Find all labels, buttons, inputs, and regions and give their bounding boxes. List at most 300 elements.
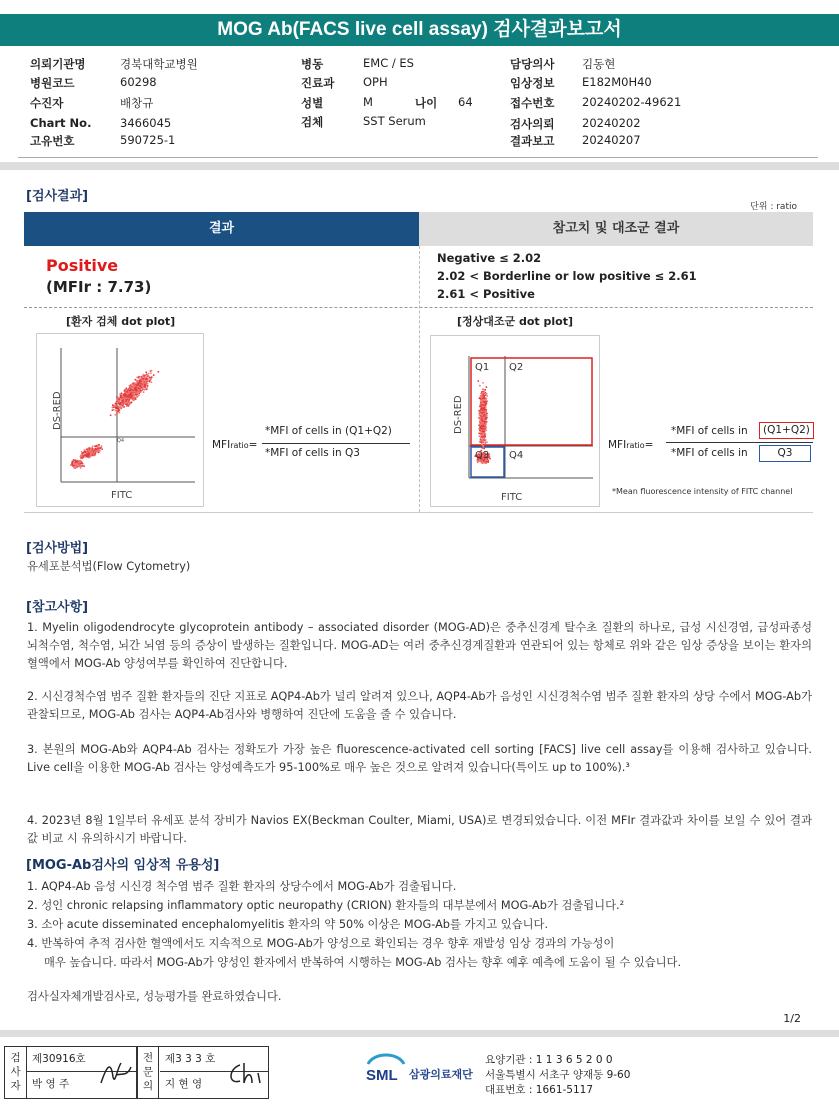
- dot: [89, 456, 91, 458]
- dot: [132, 393, 134, 395]
- dot: [110, 414, 112, 416]
- dot: [129, 391, 131, 393]
- dot: [78, 462, 80, 464]
- dot: [478, 417, 480, 419]
- dot: [126, 387, 128, 389]
- dot: [80, 460, 82, 462]
- dot: [92, 445, 94, 447]
- info-label: Chart No.: [30, 116, 92, 130]
- dot: [145, 378, 147, 380]
- dot: [90, 453, 92, 455]
- dot: [477, 380, 479, 382]
- dot: [84, 449, 86, 451]
- dot: [135, 387, 137, 389]
- dot: [128, 399, 130, 401]
- dot: [83, 455, 85, 457]
- dot: [151, 370, 153, 372]
- phone: 대표번호 : 1661-5117: [485, 1084, 594, 1096]
- dot: [480, 413, 482, 415]
- divider: [24, 512, 813, 513]
- info-value: EMC / ES: [363, 56, 414, 70]
- dot: [482, 399, 484, 401]
- dot: [116, 409, 118, 411]
- dot: [128, 405, 130, 407]
- dot: [115, 410, 117, 412]
- control-dot-plot-svg: [431, 336, 599, 506]
- dot: [84, 454, 86, 456]
- utility-item: 2. 성인 chronic relapsing inflammatory optic neuropathy (CRION) 환자들의 대부분에서 MOG-Ab가 검출됩니다.²: [27, 899, 625, 912]
- info-value: 60298: [120, 75, 157, 89]
- dot: [483, 433, 485, 435]
- dot: [120, 396, 122, 398]
- mfi-numerator: *MFI of cells in: [671, 425, 748, 437]
- dot: [117, 407, 119, 409]
- dot: [481, 402, 483, 404]
- info-value: 배창규: [120, 96, 154, 110]
- info-label: 결과보고: [510, 134, 555, 148]
- note-item: 2. 시신경척수염 범주 질환 환자들의 진단 지표로 AQP4-Ab가 널리 알려져 있으나, AQP4-Ab가 음성인 시신경척수염 범주 질환 환자의 상당 수에서 MOG-Ab가 관찰되므로, MOG-Ab 검사는 AQP4-Ab검사와 병행하여 진단에 도움을 줄 수 있습니다.: [27, 690, 812, 721]
- dot: [122, 394, 124, 396]
- dot: [72, 465, 74, 467]
- dot: [118, 403, 120, 405]
- mfi-ratio-formula: [212, 439, 257, 451]
- dot: [481, 425, 483, 427]
- q1q2-box: (Q1+Q2): [759, 422, 814, 439]
- mfi-denominator: *MFI of cells in Q3: [265, 447, 360, 459]
- info-value: SST Serum: [363, 114, 426, 128]
- quadrant-label: Q3: [475, 450, 490, 461]
- dot: [482, 404, 484, 406]
- reference-range: 2.61 < Positive: [437, 287, 535, 301]
- dot: [482, 442, 484, 444]
- dot: [481, 462, 483, 464]
- utility-item: 1. AQP4-Ab 음성 시신경 척수염 범주 질환 환자의 상당수에서 MOG-Ab가 검출됩니다.: [27, 880, 457, 893]
- dot: [482, 382, 484, 384]
- dot: [129, 396, 131, 398]
- y-axis-label: DS-RED: [453, 395, 464, 434]
- info-value: OPH: [363, 75, 388, 89]
- specialist-label-text: 전문의: [143, 1052, 154, 1092]
- mfi-label: MFI: [212, 439, 231, 451]
- dot: [121, 392, 123, 394]
- dot: [73, 467, 75, 469]
- dot: [90, 447, 92, 449]
- dot: [150, 372, 152, 374]
- signature-box: [4, 1046, 269, 1099]
- dot: [131, 391, 133, 393]
- dot: [86, 452, 88, 454]
- org-name: 삼광의료재단: [409, 1068, 473, 1081]
- info-label: 수진자: [30, 96, 64, 110]
- dot: [483, 395, 485, 397]
- result-table: [24, 212, 813, 512]
- dot: [480, 440, 482, 442]
- patient-plot-title: [환자 검체 dot plot]: [66, 315, 176, 328]
- dot: [114, 414, 116, 416]
- dot: [147, 383, 149, 385]
- dot: [121, 407, 123, 409]
- dot: [478, 432, 480, 434]
- sml-logo: [364, 1050, 404, 1090]
- dot: [484, 389, 486, 391]
- dot: [483, 419, 485, 421]
- dot: [98, 444, 100, 446]
- dot: [143, 391, 145, 393]
- dot: [480, 418, 482, 420]
- dot: [136, 376, 138, 378]
- dot: [480, 421, 482, 423]
- mfi-ratio-formula: [608, 439, 653, 451]
- utility-item: 4. 반복하여 추적 검사한 혈액에서도 지속적으로 MOG-Ab가 양성으로 확인되는 경우 향후 재발성 임상 경과의 가능성이: [27, 937, 615, 950]
- dot: [113, 409, 115, 411]
- dot: [481, 428, 483, 430]
- dot: [118, 398, 120, 400]
- dot: [482, 440, 484, 442]
- reference-range: 2.02 < Borderline or low positive ≤ 2.61: [437, 269, 697, 283]
- dot: [93, 454, 95, 456]
- dot: [132, 384, 134, 386]
- info-value: M: [363, 95, 373, 109]
- page-number: 1/2: [783, 1012, 801, 1025]
- dot: [142, 378, 144, 380]
- mfi-sub: ratio: [230, 441, 249, 450]
- dot: [115, 406, 117, 408]
- fraction-line: [666, 442, 813, 443]
- dot: [143, 375, 145, 377]
- dot: [130, 393, 132, 395]
- dot: [137, 382, 139, 384]
- dot: [86, 449, 88, 451]
- quadrant-label: Q1: [475, 362, 490, 373]
- x-axis-label: FITC: [501, 492, 523, 503]
- dot: [75, 466, 77, 468]
- dot: [138, 376, 140, 378]
- divider: [0, 1030, 839, 1037]
- dot: [145, 383, 147, 385]
- dot: [133, 396, 135, 398]
- dot: [79, 464, 81, 466]
- dot: [139, 383, 141, 385]
- info-value: 20240202: [582, 116, 641, 130]
- control-dot-plot: [430, 335, 600, 507]
- q3-box: Q3: [759, 445, 811, 462]
- dot: [483, 415, 485, 417]
- patient-info: [28, 56, 808, 151]
- dot: [486, 413, 488, 415]
- dot: [481, 410, 483, 412]
- dot: [130, 387, 132, 389]
- dot: [128, 394, 130, 396]
- dot: [115, 404, 117, 406]
- tester-label-text: 검사자: [10, 1052, 21, 1092]
- dot: [480, 432, 482, 434]
- dot: [96, 445, 98, 447]
- dot: [128, 393, 130, 395]
- dot: [136, 390, 138, 392]
- info-value: 경북대학교병원: [120, 57, 198, 71]
- specialist-info: [160, 1047, 268, 1098]
- dot: [81, 463, 83, 465]
- info-label: 검체: [301, 115, 324, 129]
- dot: [149, 378, 151, 380]
- mfi-eq: =: [644, 439, 654, 451]
- info-label: 나이: [415, 96, 438, 110]
- dot: [71, 463, 73, 465]
- dot: [157, 371, 159, 373]
- specialist-license: 제3 3 3 호: [160, 1047, 268, 1072]
- dot: [483, 422, 485, 424]
- dot: [484, 442, 486, 444]
- dot: [83, 451, 85, 453]
- info-label: 병동: [301, 57, 324, 71]
- logo-text: SML: [366, 1067, 398, 1084]
- dot: [482, 445, 484, 447]
- info-label: 진료과: [301, 76, 335, 90]
- divider: [18, 157, 818, 158]
- dot: [138, 392, 140, 394]
- dot: [149, 380, 151, 382]
- dot: [122, 405, 124, 407]
- dot: [480, 424, 482, 426]
- quadrant-label: Q2: [509, 362, 524, 373]
- mfi-label: MFI: [608, 439, 627, 451]
- mfi-denominator: *MFI of cells in: [671, 447, 748, 459]
- info-label: 검사의뢰: [510, 117, 555, 131]
- notes-title: [참고사항]: [26, 600, 89, 615]
- dot: [120, 402, 122, 404]
- dot: [95, 453, 97, 455]
- dot: [486, 398, 488, 400]
- control-plot-title: [정상대조군 dot plot]: [457, 315, 573, 328]
- dot: [148, 375, 150, 377]
- dot: [75, 461, 77, 463]
- dot: [125, 400, 127, 402]
- mfir-value: (MFIr : 7.73): [46, 278, 152, 296]
- dot: [135, 394, 137, 396]
- dot: [89, 451, 91, 453]
- dot: [83, 465, 85, 467]
- address: 서울특별시 서초구 양재동 9-60: [485, 1069, 631, 1081]
- dot: [124, 397, 126, 399]
- dot: [125, 402, 127, 404]
- dot: [77, 461, 79, 463]
- dot: [481, 395, 483, 397]
- dot: [485, 439, 487, 441]
- dot: [87, 455, 89, 457]
- note-item: 1. Myelin oligodendrocyte glycoprotein antibody – associated disorder (MOG-AD)은 중추신경계 탈수초 질환의 하나로, 급성 시신경염, 급성파종성 뇌척수염, 척수염, 뇌간 뇌염 등의 증상이 발생하는 질환입니다. MOG-AD는 여러 중추신경계질환과 연관되어 있는 항체로 위와 같은 임상 증상을 보이는 환자의 혈액에서 MOG-Ab 양성여부를 확인하여 진단합니다.: [27, 621, 813, 670]
- info-label: 병원코드: [30, 76, 75, 90]
- info-value: 64: [458, 95, 473, 109]
- dot: [71, 461, 73, 463]
- utility-item: 3. 소아 acute disseminated encephalomyelitis 환자의 약 50% 이상은 MOG-Ab를 가지고 있습니다.: [27, 918, 549, 931]
- dot: [485, 407, 487, 409]
- info-value: 20240202-49621: [582, 95, 682, 109]
- dot: [484, 409, 486, 411]
- dot: [484, 426, 486, 428]
- dot: [486, 441, 488, 443]
- info-value: 20240207: [582, 133, 641, 147]
- dot: [81, 453, 83, 455]
- dot: [82, 456, 84, 458]
- tester-name: 박 영 주: [32, 1078, 70, 1090]
- dot: [147, 380, 149, 382]
- mfi-numerator: *MFI of cells in (Q1+Q2): [265, 425, 392, 437]
- validation-note: 검사실자체개발검사로, 성능평가를 완료하였습니다.: [27, 990, 282, 1003]
- dot: [135, 383, 137, 385]
- note-item: 4. 2023년 8월 1일부터 유세포 분석 장비가 Navios EX(Beckman Coulter, Miami, USA)로 변경되었습니다. 이전 MFIr 결과값과 차이를 보일 수 있어 결과값 비교 시 유의하시기 바랍니다.: [27, 814, 812, 845]
- dot: [140, 376, 142, 378]
- report-title: MOG Ab(FACS live cell assay) 검사결과보고서: [0, 14, 839, 46]
- note-item: 3. 본원의 MOG-Ab와 AQP4-Ab 검사는 정확도가 가장 높은 fluorescence-activated cell sorting [FACS] live cell assay를 이용해 검사하고 있습니다. Live cell을 이용한 MOG-Ab 검사는 양성예측도가 95-100%로 매우 높은 것으로 알려져 있습니다(특이도 up to 100%).³: [27, 743, 812, 774]
- dot: [116, 396, 118, 398]
- dot: [479, 435, 481, 437]
- sml-logo-icon: [364, 1050, 408, 1090]
- dot: [134, 394, 136, 396]
- mfi-sub: ratio: [626, 441, 645, 450]
- method-text: 유세포분석법(Flow Cytometry): [27, 560, 191, 573]
- dot: [101, 448, 103, 450]
- dot: [479, 385, 481, 387]
- patient-dots: [70, 370, 159, 469]
- dot: [484, 462, 486, 464]
- divider: [419, 246, 420, 512]
- dot: [139, 378, 141, 380]
- dot: [148, 373, 150, 375]
- dot: [143, 389, 145, 391]
- dot: [479, 410, 481, 412]
- specialist-signature: [226, 1059, 266, 1089]
- info-label: 의뢰기관명: [30, 57, 86, 71]
- dot: [486, 416, 488, 418]
- info-value: E182M0H40: [582, 75, 652, 89]
- reference-range: Negative ≤ 2.02: [437, 251, 542, 265]
- dot: [129, 388, 131, 390]
- info-value: 590725-1: [120, 133, 176, 147]
- dot: [479, 430, 481, 432]
- dot: [482, 392, 484, 394]
- dot: [480, 434, 482, 436]
- dot: [482, 435, 484, 437]
- result-value: Positive: [46, 256, 119, 275]
- info-value: 3466045: [120, 116, 172, 130]
- dot: [142, 381, 144, 383]
- dot: [485, 429, 487, 431]
- info-value: 김동현: [582, 57, 616, 71]
- divider: [24, 307, 813, 308]
- dot: [481, 443, 483, 445]
- dot: [134, 379, 136, 381]
- dot: [138, 389, 140, 391]
- fraction-line: [262, 443, 410, 444]
- info-label: 임상정보: [510, 76, 555, 90]
- dot: [133, 386, 135, 388]
- method-title: [검사방법]: [26, 541, 89, 556]
- dot: [484, 404, 486, 406]
- result-section-title: [검사결과]: [26, 189, 89, 204]
- dot: [146, 387, 148, 389]
- footnote: *Mean fluorescence intensity of FITC channel: [612, 487, 793, 496]
- utility-title: [MOG-Ab검사의 임상적 유용성]: [26, 858, 220, 873]
- dot: [93, 449, 95, 451]
- dot: [97, 449, 99, 451]
- dot: [145, 371, 147, 373]
- dot: [481, 447, 483, 449]
- unit-label: 단위 : ratio: [750, 202, 797, 212]
- dot: [118, 405, 120, 407]
- dot: [73, 463, 75, 465]
- dot: [124, 390, 126, 392]
- dot: [129, 401, 131, 403]
- dot: [482, 437, 484, 439]
- reference-header: 참고치 및 대조군 결과: [419, 212, 813, 246]
- tester-info: [27, 1047, 137, 1098]
- dot: [120, 405, 122, 407]
- tester-label: [5, 1047, 27, 1098]
- dot: [77, 464, 79, 466]
- tester-license: 제30916호: [27, 1047, 136, 1072]
- dot: [138, 394, 140, 396]
- mfi-eq: =: [248, 439, 258, 451]
- dot: [122, 400, 124, 402]
- divider: [0, 162, 839, 170]
- patient-dot-plot: [36, 333, 204, 507]
- specialist-label: [137, 1047, 159, 1098]
- dot: [100, 447, 102, 449]
- dot: [487, 461, 489, 463]
- dot: [141, 390, 143, 392]
- dot: [120, 398, 122, 400]
- dot: [486, 386, 488, 388]
- dot: [482, 430, 484, 432]
- dot: [139, 391, 141, 393]
- dot: [485, 409, 487, 411]
- quadrant-label: Q4: [509, 450, 524, 461]
- dot: [136, 379, 138, 381]
- institution-number: 요양기관 : 1 1 3 6 5 2 0 0: [485, 1054, 613, 1066]
- dot: [127, 402, 129, 404]
- y-axis-label: DS-RED: [52, 391, 63, 430]
- dot: [118, 412, 120, 414]
- dot: [133, 399, 135, 401]
- dot: [129, 385, 131, 387]
- patient-dot-plot-svg: [37, 334, 203, 506]
- dot: [483, 413, 485, 415]
- dot: [483, 389, 485, 391]
- dot: [112, 404, 114, 406]
- dot: [486, 395, 488, 397]
- dot: [142, 384, 144, 386]
- dot: [153, 374, 155, 376]
- specialist-name: 지 현 영: [165, 1078, 203, 1090]
- tester-signature: [97, 1055, 133, 1091]
- dot: [482, 406, 484, 408]
- result-header: 결과: [24, 212, 419, 246]
- dot: [87, 453, 89, 455]
- dot: [89, 448, 91, 450]
- info-label: 담당의사: [510, 57, 555, 71]
- dot: [95, 448, 97, 450]
- dot: [81, 451, 83, 453]
- dot: [80, 454, 82, 456]
- dot: [151, 381, 153, 383]
- dot: [479, 405, 481, 407]
- dot: [126, 405, 128, 407]
- info-label: 성별: [301, 96, 324, 110]
- quadrant-label: Q4: [117, 438, 125, 444]
- dot: [126, 396, 128, 398]
- dot: [489, 458, 491, 460]
- info-label: 접수번호: [510, 96, 555, 110]
